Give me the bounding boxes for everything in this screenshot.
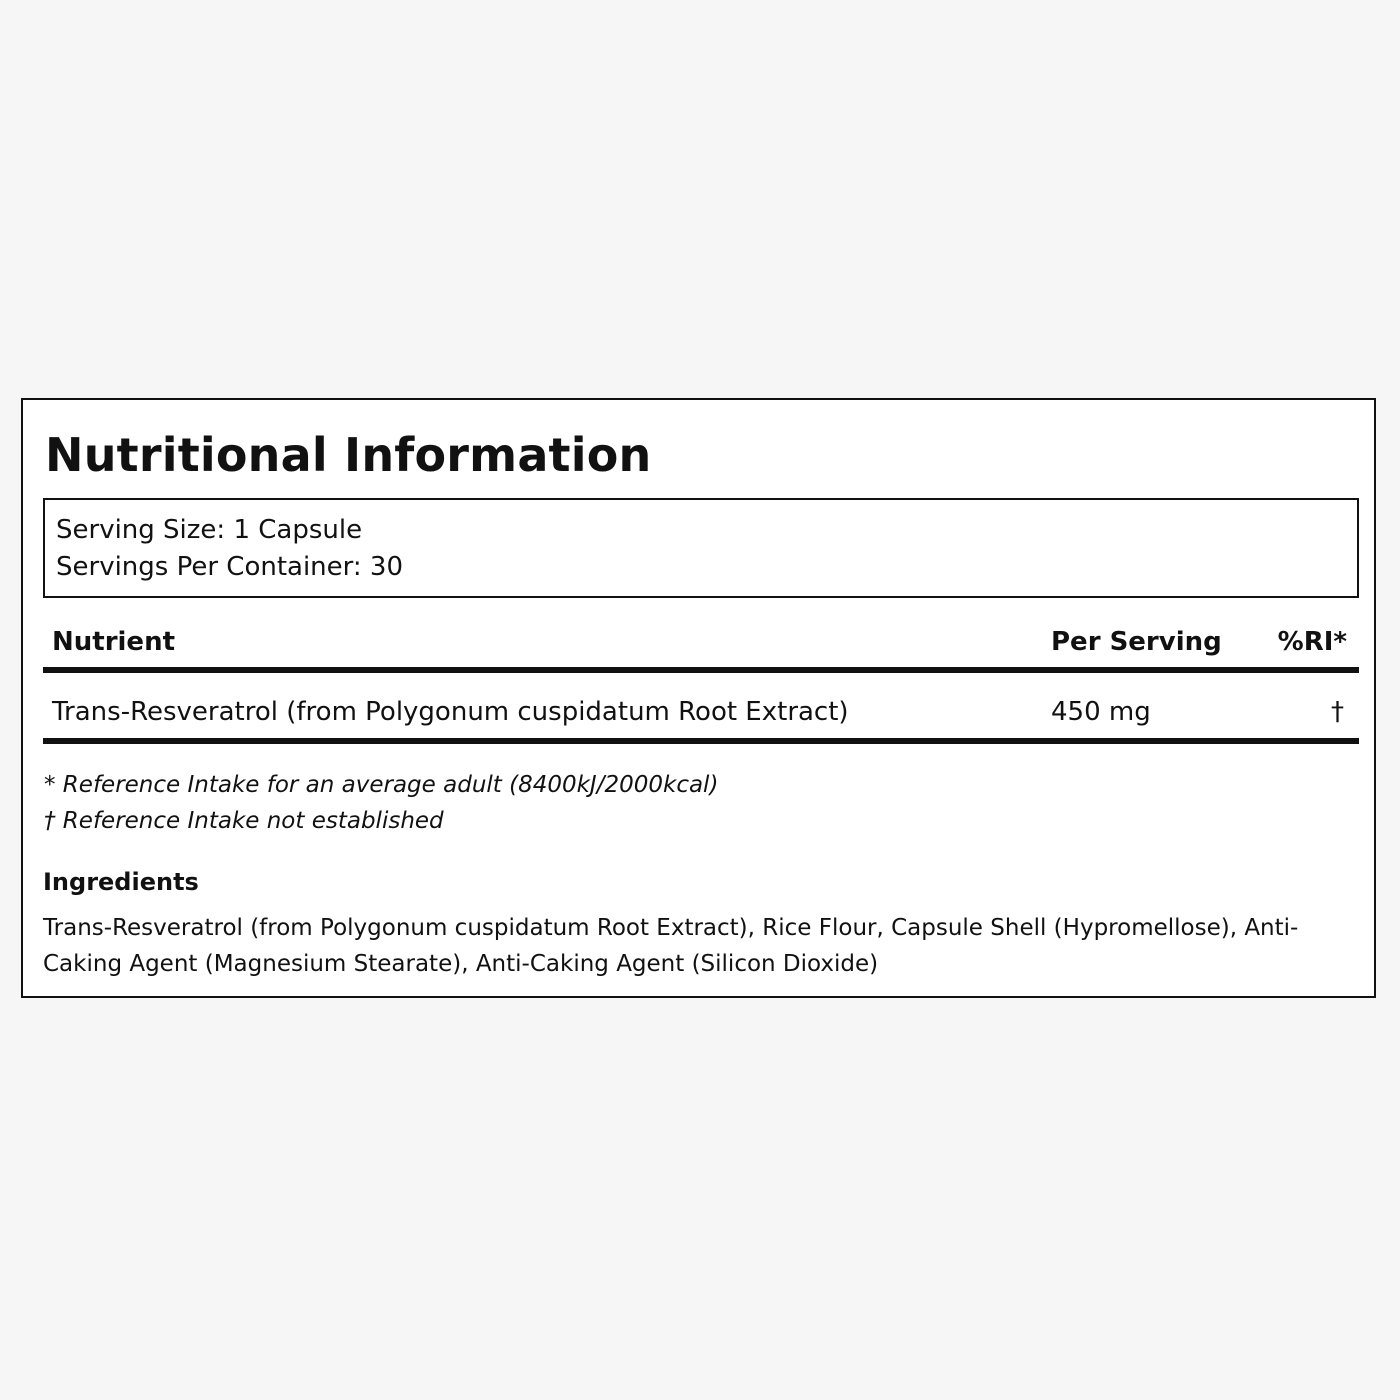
- ingredients-heading: Ingredients: [43, 868, 199, 896]
- nutrient-ri-cell: †: [1331, 697, 1344, 727]
- column-header-ri: %RI*: [1277, 627, 1347, 657]
- nutrient-amount-cell: 450 mg: [1051, 697, 1151, 727]
- column-header-nutrient: Nutrient: [52, 627, 176, 657]
- servings-per-container-text: Servings Per Container: 30: [56, 552, 404, 582]
- label-title: Nutritional Information: [45, 428, 652, 482]
- table-header-rule: [43, 667, 1359, 673]
- serving-size-text: Serving Size: 1 Capsule: [56, 515, 363, 545]
- nutrient-name-cell: Trans-Resveratrol (from Polygonum cuspidatum Root Extract): [52, 697, 849, 727]
- ingredients-list: Trans-Resveratrol (from Polygonum cuspidatum Root Extract), Rice Flour, Capsule Shell (Hypromellose), Anti-Caking Agent (Magnesium Stearate), Anti-Caking Agent (Silicon Dioxide): [43, 915, 1299, 977]
- table-bottom-rule: [43, 738, 1359, 744]
- column-header-per-serving: Per Serving: [1051, 627, 1222, 657]
- serving-info-box: [43, 498, 1359, 598]
- footnote-reference-intake: * Reference Intake for an average adult (8400kJ/2000kcal): [44, 772, 719, 798]
- footnote-not-established: † Reference Intake not established: [44, 808, 444, 834]
- nutrition-label-panel: [21, 398, 1376, 998]
